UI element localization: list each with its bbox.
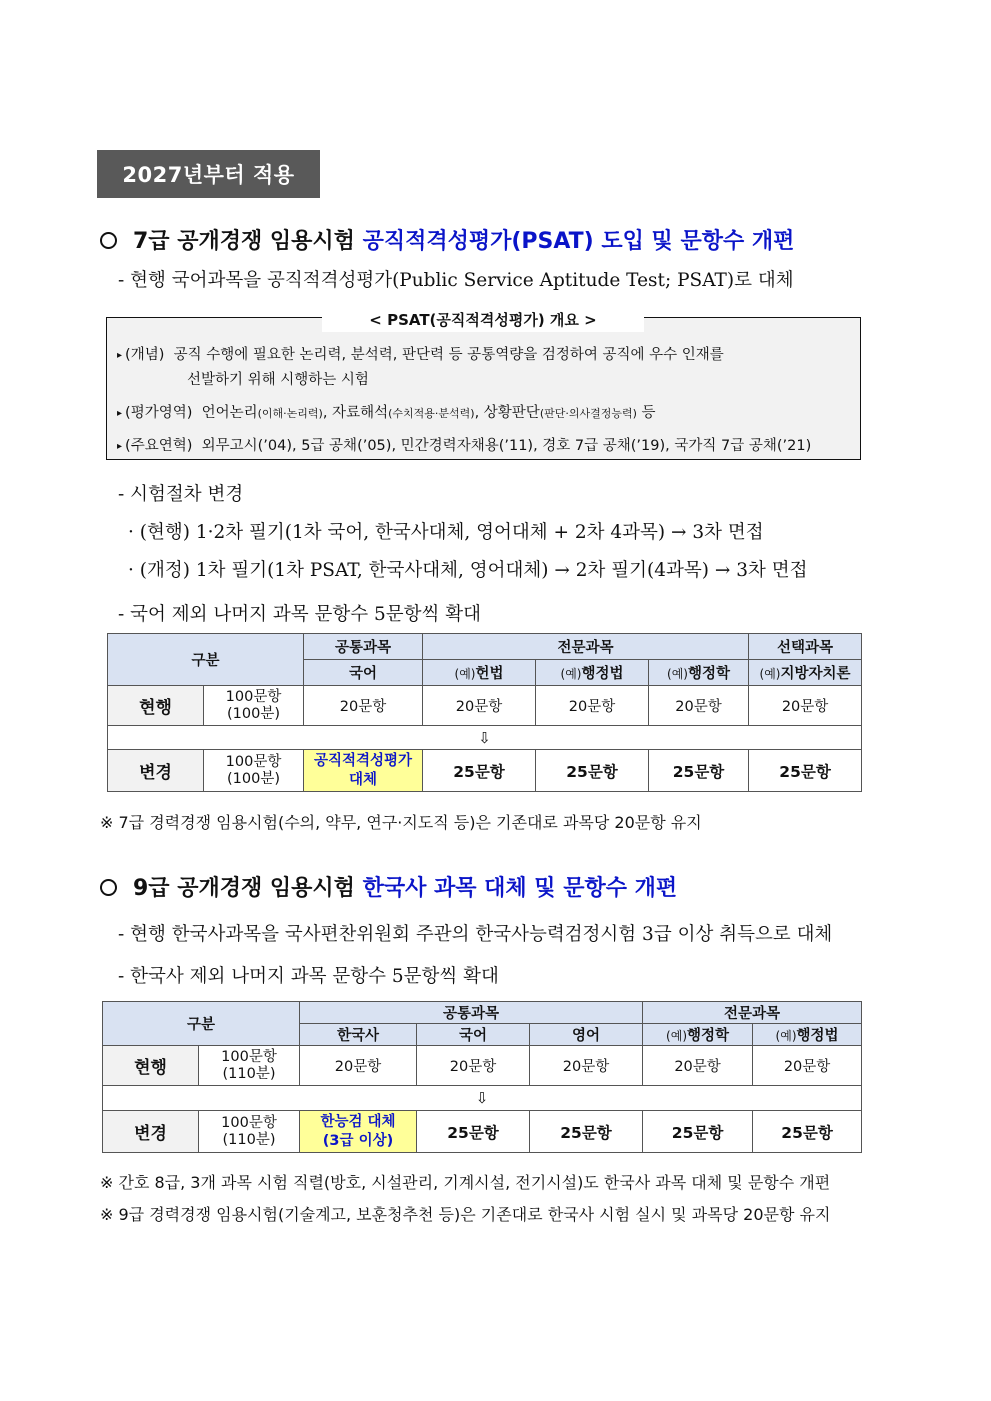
value-cell: 25문항 — [753, 1111, 862, 1153]
highlight-cell-psat — [304, 750, 423, 792]
total-items-cell — [204, 750, 304, 792]
subject-admin-law — [536, 660, 649, 686]
section-9-title-highlight: 한국사 과목 대체 및 문항수 개편 — [362, 876, 678, 901]
section-9-heading — [100, 871, 677, 902]
section-9-note-2: ※ 9급 경력경쟁 임용시험(기술계고, 보훈청추천 등)은 기존대로 한국사 시험 실시 및 과목당 20문항 유지 — [100, 1205, 831, 1224]
subject-label: 행정학 — [687, 1028, 730, 1044]
value-cell: 20문항 — [300, 1046, 417, 1086]
section-7-line-2: - 시험절차 변경 — [118, 484, 244, 505]
highlight-text: (3급 이상) — [322, 1132, 394, 1149]
total-items: 100문항 — [221, 1048, 277, 1065]
area-verbal: 언어논리 — [201, 405, 258, 421]
value-cell: 25문항 — [749, 750, 862, 792]
section-7-title: 7급 공개경쟁 임용시험 — [133, 229, 363, 254]
psat-row-history — [117, 434, 811, 455]
section-9-title: 9급 공개경쟁 임용시험 — [133, 876, 363, 901]
area-situation-sub: (판단·의사결정능력) — [539, 407, 637, 420]
triangle-bullet-icon: ▸ — [117, 441, 123, 452]
section-9-note-1: ※ 간호 8급, 3개 과목 시험 직렬(방호, 시설관리, 기계시설, 전기시설)도 한국사 과목 대체 및 문항수 개편 — [100, 1173, 831, 1192]
subject-label: 행정법 — [796, 1028, 839, 1044]
total-items: 100문항 — [225, 753, 282, 770]
subject-public-admin — [649, 660, 749, 686]
highlight-text: 대체 — [349, 771, 378, 788]
highlight-cell-history-cert — [300, 1111, 417, 1153]
subject-label: 헌법 — [475, 666, 504, 682]
subject-local-autonomy — [749, 660, 862, 686]
total-time: (110분) — [222, 1131, 276, 1148]
row-label-current: 현행 — [103, 1046, 199, 1086]
value-cell: 20문항 — [530, 1046, 643, 1086]
grade-7-exam-table — [107, 633, 862, 792]
bullet-circle-icon — [100, 879, 117, 896]
value-cell: 20문항 — [643, 1046, 753, 1086]
area-verbal-sub: (이해·논리력) — [257, 407, 323, 420]
total-items-cell — [199, 1046, 300, 1086]
section-7-heading — [100, 224, 794, 255]
value-cell: 25문항 — [530, 1111, 643, 1153]
value-cell: 25문항 — [423, 750, 536, 792]
example-marker: (예) — [454, 667, 476, 681]
section-7-line-1: - 현행 국어과목을 공직적격성평가(Public Service Aptitude Test; PSAT)로 대체 — [118, 270, 794, 291]
highlight-text: 한능검 대체 — [320, 1113, 396, 1130]
table-row-current — [103, 1046, 862, 1086]
total-items: 100문항 — [221, 1114, 277, 1131]
area-data-sub: (수치적용·분석력) — [388, 407, 475, 420]
header-gubun: 구분 — [108, 634, 304, 686]
total-items: 100문항 — [225, 688, 282, 705]
header-elective: 선택과목 — [749, 634, 862, 660]
subject-public-admin — [643, 1024, 753, 1046]
example-marker: (예) — [560, 667, 582, 681]
value-cell: 20문항 — [536, 686, 649, 726]
total-items-cell — [199, 1111, 300, 1153]
table-row-changed — [108, 750, 862, 792]
example-marker: (예) — [759, 667, 781, 681]
psat-row-areas — [117, 401, 656, 422]
total-time: (100분) — [227, 770, 280, 787]
subject-label: 지방자치론 — [780, 666, 851, 682]
row-label-changed: 변경 — [103, 1111, 199, 1153]
section-7-line-5: - 국어 제외 나머지 과목 문항수 5문항씩 확대 — [118, 604, 481, 625]
total-time: (100분) — [227, 705, 280, 722]
subject-constitution — [423, 660, 536, 686]
triangle-bullet-icon: ▸ — [117, 408, 123, 419]
subject-english: 영어 — [530, 1024, 643, 1046]
total-time: (110분) — [222, 1065, 276, 1082]
row-prefix: (개념) — [125, 347, 165, 363]
value-cell: 20문항 — [417, 1046, 530, 1086]
value-cell: 20문항 — [753, 1046, 862, 1086]
value-cell: 25문항 — [643, 1111, 753, 1153]
subject-admin-law — [753, 1024, 862, 1046]
value-cell: 25문항 — [536, 750, 649, 792]
row-text: 외무고시(’04), 5급 공채(’05), 민간경력자채용(’11), 경호 7급 공채(’19), 국가직 7급 공채(’21) — [201, 438, 812, 454]
highlight-text: 공직적격성평가 — [313, 752, 413, 769]
total-items-cell — [204, 686, 304, 726]
header-common: 공통과목 — [300, 1002, 643, 1024]
subject-label: 행정법 — [581, 666, 624, 682]
subject-korean: 국어 — [304, 660, 423, 686]
psat-row-concept — [117, 343, 724, 364]
subject-korean: 국어 — [417, 1024, 530, 1046]
section-7-line-4: · (개정) 1차 필기(1차 PSAT, 한국사대체, 영어대체) → 2차 필기(4과목) → 3차 면접 — [128, 560, 808, 581]
value-cell: 20문항 — [749, 686, 862, 726]
row-prefix: (주요연혁) — [125, 438, 193, 454]
area-etc: 등 — [636, 405, 656, 421]
header-gubun: 구분 — [103, 1002, 300, 1046]
subject-label: 행정학 — [688, 666, 731, 682]
down-arrow-icon: ⇩ — [103, 1086, 862, 1111]
psat-row-concept-cont: 선발하기 위해 시행하는 시험 — [187, 372, 369, 388]
section-7-note: ※ 7급 경력경쟁 임용시험(수의, 약무, 연구·지도직 등)은 기존대로 과목당 20문항 유지 — [100, 813, 702, 832]
value-cell: 25문항 — [649, 750, 749, 792]
row-label-changed: 변경 — [108, 750, 204, 792]
header-major: 전문과목 — [643, 1002, 862, 1024]
bullet-circle-icon — [100, 232, 117, 249]
example-marker: (예) — [666, 1029, 688, 1043]
table-row-changed — [103, 1111, 862, 1153]
header-common: 공통과목 — [304, 634, 423, 660]
down-arrow-icon: ⇩ — [108, 726, 862, 750]
subject-korean-history: 한국사 — [300, 1024, 417, 1046]
value-cell: 25문항 — [417, 1111, 530, 1153]
section-9-line-1: - 현행 한국사과목을 국사편찬위원회 주관의 한국사능력검정시험 3급 이상 취득으로 대체 — [118, 924, 833, 945]
value-cell: 20문항 — [423, 686, 536, 726]
section-7-title-highlight: 공직적격성평가(PSAT) 도입 및 문항수 개편 — [362, 229, 795, 254]
row-text: 공직 수행에 필요한 논리력, 분석력, 판단력 등 공통역량을 검정하여 공직에 우수 인재를 — [173, 347, 724, 363]
section-9-line-2: - 한국사 제외 나머지 과목 문항수 5문항씩 확대 — [118, 966, 499, 987]
area-data: , 자료해석 — [322, 405, 389, 421]
grade-9-exam-table — [102, 1001, 862, 1153]
value-cell: 20문항 — [304, 686, 423, 726]
example-marker: (예) — [775, 1029, 797, 1043]
header-major: 전문과목 — [423, 634, 749, 660]
psat-overview-title: < PSAT(공직적격성평가) 개요 > — [322, 306, 644, 332]
section-7-line-3: · (현행) 1·2차 필기(1차 국어, 한국사대체, 영어대체 + 2차 4과목) → 3차 면접 — [128, 522, 764, 543]
example-marker: (예) — [667, 667, 688, 681]
area-situation: , 상황판단 — [474, 405, 540, 421]
value-cell: 20문항 — [649, 686, 749, 726]
period-badge: 2027년부터 적용 — [97, 150, 320, 198]
table-row-current — [108, 686, 862, 726]
row-prefix: (평가영역) — [125, 405, 193, 421]
row-label-current: 현행 — [108, 686, 204, 726]
triangle-bullet-icon: ▸ — [117, 350, 123, 361]
